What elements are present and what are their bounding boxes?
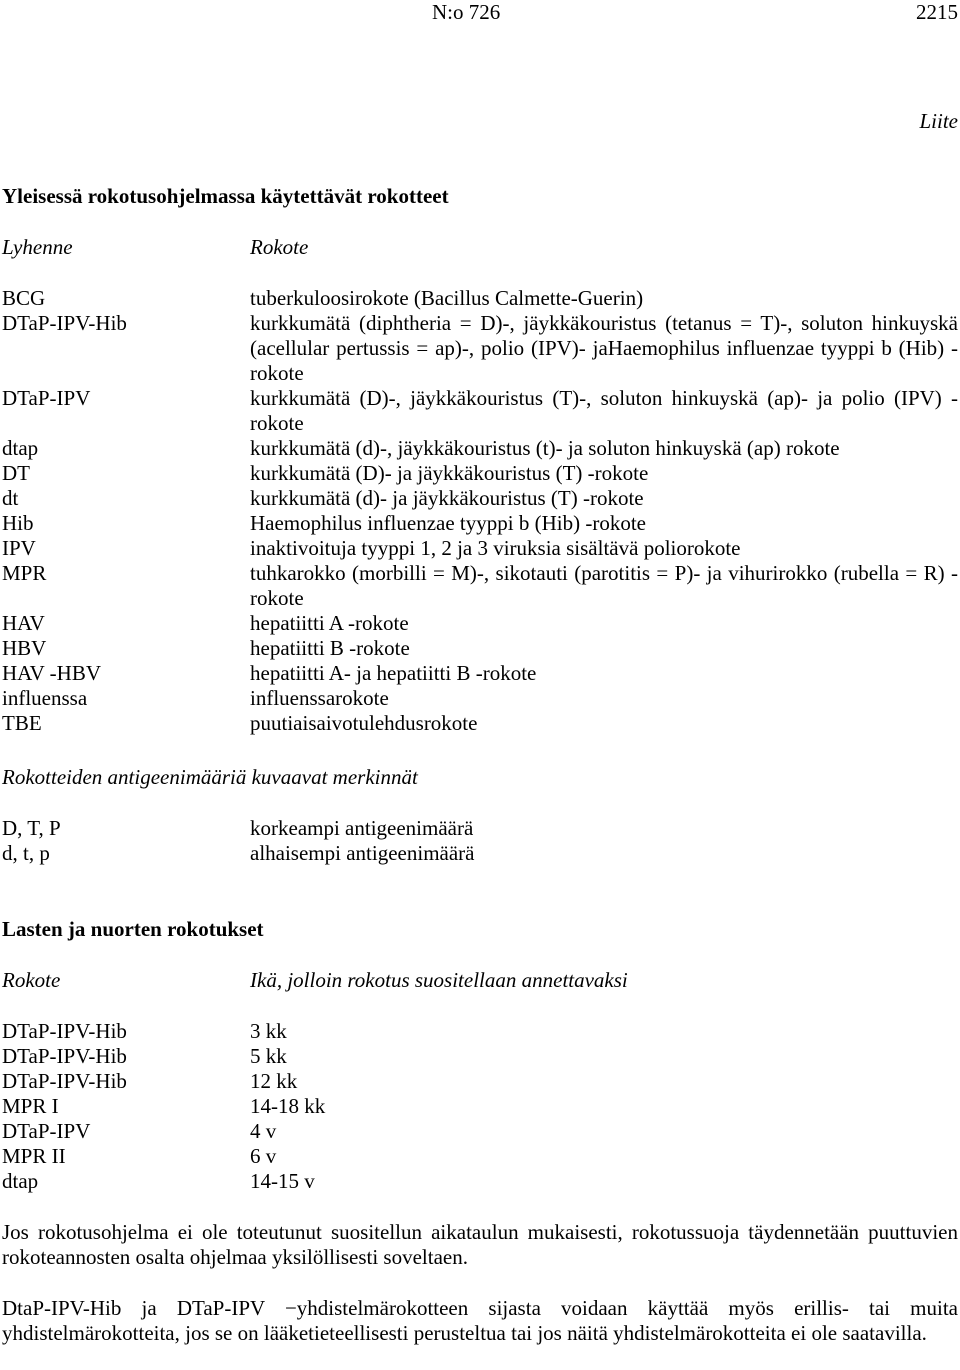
abbreviation-cell: MPR [2, 561, 47, 585]
abbreviation-cell: influenssa [2, 686, 88, 710]
table-row [2, 486, 958, 511]
table-row [2, 1019, 958, 1044]
document-number: N:o 726 [432, 0, 501, 24]
abbreviation-cell: DTaP-IPV-Hib [2, 311, 127, 335]
age-cell: 12 kk [250, 1069, 298, 1093]
table-row [2, 711, 958, 736]
table-row [2, 536, 958, 561]
vaccination-schedule-table [2, 1019, 958, 1194]
abbreviation-cell: dt [2, 486, 19, 510]
vaccine-cell: kurkkumätä (diphtheria = D)-, jäykkäkouristus (tetanus = T)-, soluton hinkuyskä (acellular pertussis = ap)-, polio (IPV)- jaHaemophilus influenzae tyyppi b (Hib) -rokote [250, 311, 958, 385]
vaccine-cell: inaktivoituja tyyppi 1, 2 ja 3 viruksia sisältävä poliorokote [250, 536, 741, 560]
table-row [2, 1094, 958, 1119]
vaccine-cell: MPR I [2, 1094, 59, 1118]
abbreviation-cell: IPV [2, 536, 36, 560]
section-title-antigen-markings: Rokotteiden antigeenimääriä kuvaavat merkinnät [2, 765, 418, 789]
table-row [2, 816, 958, 841]
section-title-child-vaccinations: Lasten ja nuorten rokotukset [2, 917, 264, 941]
vaccine-cell: hepatiitti A- ja hepatiitti B -rokote [250, 661, 537, 685]
table-row [2, 1144, 958, 1169]
table-row [2, 311, 958, 386]
abbreviation-cell: TBE [2, 711, 42, 735]
vaccine-cell: kurkkumätä (d)-, jäykkäkouristus (t)- ja soluton hinkuyskä (ap) rokote [250, 436, 840, 460]
paragraph-combination-vaccine-note: DtaP-IPV-Hib ja DTaP-IPV −yhdistelmärokotteen sijasta voidaan käyttää myös erillis- tai muita yhdistelmärokotteita, jos se on lääketieteellisesti perusteltua tai jos näitä yhdistelmärokotteita ei ole saatavilla. [2, 1296, 958, 1345]
table-row [2, 611, 958, 636]
age-cell: 6 v [250, 1144, 277, 1168]
marking-cell: D, T, P [2, 816, 61, 840]
table-row [2, 286, 958, 311]
vaccine-cell: dtap [2, 1169, 39, 1193]
vaccine-cell: kurkkumätä (D)-, jäykkäkouristus (T)-, soluton hinkuyskä (ap)- ja polio (IPV) -rokote [250, 386, 958, 435]
vaccine-cell: influenssarokote [250, 686, 389, 710]
vaccine-cell: kurkkumätä (D)- ja jäykkäkouristus (T) -rokote [250, 461, 649, 485]
vaccine-cell: DTaP-IPV-Hib [2, 1069, 127, 1093]
age-cell: 5 kk [250, 1044, 287, 1068]
marking-cell: d, t, p [2, 841, 50, 865]
abbreviation-cell: HAV -HBV [2, 661, 101, 685]
page-header [2, 0, 958, 25]
vaccine-cell: kurkkumätä (d)- ja jäykkäkouristus (T) -rokote [250, 486, 644, 510]
age-cell: 14-15 v [250, 1169, 315, 1193]
table-row [2, 841, 958, 866]
vaccine-cell: tuberkuloosirokote (Bacillus Calmette-Guerin) [250, 286, 644, 310]
meaning-cell: korkeampi antigeenimäärä [250, 816, 474, 840]
age-cell: 14-18 kk [250, 1094, 326, 1118]
vaccine-cell: hepatiitti B -rokote [250, 636, 410, 660]
abbreviation-cell: DT [2, 461, 30, 485]
vaccine-cell: Haemophilus influenzae tyyppi b (Hib) -rokote [250, 511, 646, 535]
abbreviation-cell: dtap [2, 436, 39, 460]
abbreviation-cell: HAV [2, 611, 45, 635]
table-row [2, 1119, 958, 1144]
column-header-age: Ikä, jolloin rokotus suositellaan annettavaksi [250, 968, 628, 992]
table-row [2, 1169, 958, 1194]
vaccine-cell: MPR II [2, 1144, 66, 1168]
table-row [2, 661, 958, 686]
vaccine-cell: hepatiitti A -rokote [250, 611, 409, 635]
abbreviation-cell: HBV [2, 636, 47, 660]
table-row [2, 386, 958, 436]
age-cell: 4 v [250, 1119, 277, 1143]
section-title-vaccines: Yleisessä rokotusohjelmassa käytettävät rokotteet [2, 184, 449, 208]
column-header-vaccine: Rokote [250, 235, 309, 259]
abbreviation-cell: BCG [2, 286, 46, 310]
age-cell: 3 kk [250, 1019, 287, 1043]
paragraph-schedule-note: Jos rokotusohjelma ei ole toteutunut suositellun aikataulun mukaisesti, rokotussuoja täydennetään puuttuvien rokoteannosten osalta ohjelmaa yksilöllisesti soveltaen. [2, 1220, 958, 1269]
vaccine-cell: DTaP-IPV-Hib [2, 1044, 127, 1068]
page-number: 2215 [916, 0, 958, 24]
table-row [2, 636, 958, 661]
meaning-cell: alhaisempi antigeenimäärä [250, 841, 475, 865]
column-header-vaccine: Rokote [2, 968, 61, 992]
table-row [2, 511, 958, 536]
table-row [2, 461, 958, 486]
column-header-abbreviation: Lyhenne [2, 235, 73, 259]
table-row [2, 686, 958, 711]
table-row [2, 1044, 958, 1069]
vaccine-cell: tuhkarokko (morbilli = M)-, sikotauti (parotitis = P)- ja vihurirokko (rubella = R) -rokote [250, 561, 958, 610]
vaccine-abbreviation-table [2, 286, 958, 736]
table-row [2, 561, 958, 611]
vaccine-cell: puutiaisaivotulehdusrokote [250, 711, 478, 735]
antigen-marking-table [2, 816, 958, 866]
table-row [2, 436, 958, 461]
vaccine-cell: DTaP-IPV-Hib [2, 1019, 127, 1043]
vaccine-cell: DTaP-IPV [2, 1119, 91, 1143]
abbreviation-cell: DTaP-IPV [2, 386, 91, 410]
table-row [2, 1069, 958, 1094]
appendix-label: Liite [919, 109, 958, 133]
abbreviation-cell: Hib [2, 511, 34, 535]
